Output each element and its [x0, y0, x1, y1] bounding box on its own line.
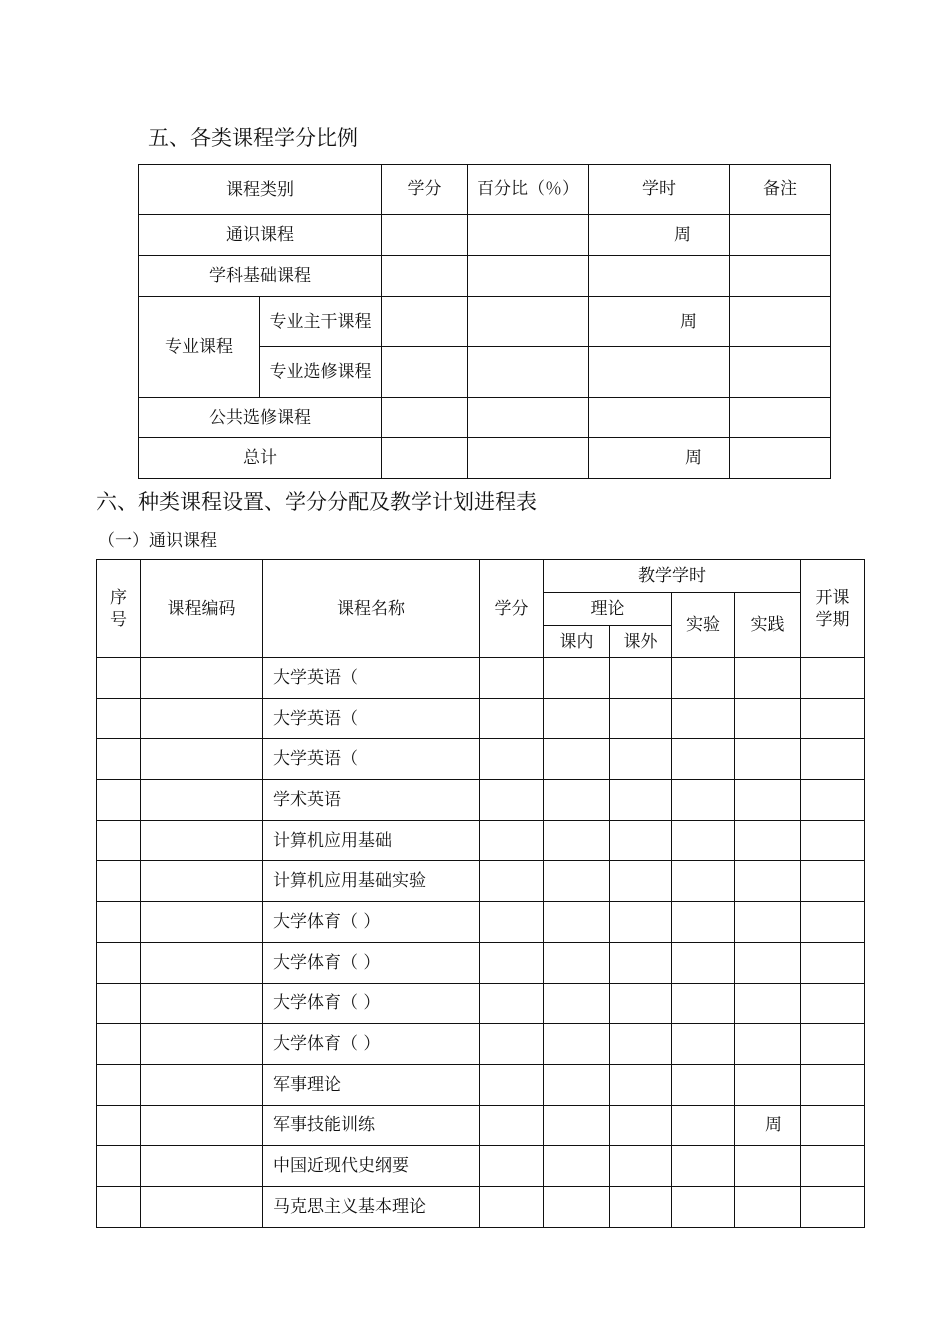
- out-class-hours-cell: [610, 1186, 672, 1227]
- experiment-hours-cell: [672, 1186, 735, 1227]
- out-class-hours-cell: [610, 1024, 672, 1065]
- semester-cell: [801, 739, 865, 780]
- practice-hours-cell: [735, 983, 801, 1024]
- course-code-cell: [141, 698, 263, 739]
- cell: [730, 398, 831, 438]
- course-code-cell: [141, 658, 263, 699]
- hours-week-cell: 周: [589, 297, 730, 347]
- course-code-cell: [141, 820, 263, 861]
- index-cell: [97, 902, 141, 943]
- experiment-hours-cell: [672, 861, 735, 902]
- table-row: [97, 739, 865, 780]
- header-experiment: 实验: [672, 593, 735, 658]
- experiment-hours-cell: [672, 902, 735, 943]
- out-class-hours-cell: [610, 1064, 672, 1105]
- course-code-cell: [141, 1186, 263, 1227]
- header-practice: 实践: [735, 593, 801, 658]
- header-semester: 开课学期: [801, 560, 865, 658]
- semester-cell: [801, 820, 865, 861]
- credits-cell: [480, 1064, 544, 1105]
- credits-cell: [480, 820, 544, 861]
- section-6-heading: 六、种类课程设置、学分分配及教学计划进程表: [96, 490, 537, 514]
- semester-cell: [801, 698, 865, 739]
- table-row: [97, 942, 865, 983]
- semester-cell: [801, 942, 865, 983]
- table-row: [97, 820, 865, 861]
- row-label-major-core: 专业主干课程: [260, 297, 382, 347]
- experiment-hours-cell: [672, 820, 735, 861]
- index-cell: [97, 820, 141, 861]
- header-course-category: 课程类别: [139, 165, 382, 215]
- table-row: [139, 256, 831, 297]
- course-name-cell: 大学英语（: [263, 658, 480, 699]
- header-index: 序号: [97, 560, 141, 658]
- experiment-hours-cell: [672, 983, 735, 1024]
- out-class-hours-cell: [610, 780, 672, 821]
- index-cell: [97, 942, 141, 983]
- experiment-hours-cell: [672, 739, 735, 780]
- index-cell: [97, 739, 141, 780]
- in-class-hours-cell: [544, 658, 610, 699]
- hours-week-cell: 周: [589, 215, 730, 256]
- practice-hours-cell: [735, 1064, 801, 1105]
- course-name-cell: 大学英语（: [263, 698, 480, 739]
- in-class-hours-cell: [544, 820, 610, 861]
- row-label-total: 总计: [139, 438, 382, 479]
- experiment-hours-cell: [672, 658, 735, 699]
- credits-cell: [480, 942, 544, 983]
- index-cell: [97, 1064, 141, 1105]
- table-header-row: [139, 165, 831, 215]
- table-row: [97, 1186, 865, 1227]
- section-5-heading: 五、各类课程学分比例: [148, 126, 358, 150]
- table-row: [139, 398, 831, 438]
- cell: [468, 398, 589, 438]
- cell: [468, 347, 589, 398]
- practice-hours-cell: 周: [735, 1105, 801, 1146]
- table-row: [97, 1146, 865, 1187]
- semester-cell: [801, 1105, 865, 1146]
- table-row: [97, 983, 865, 1024]
- semester-cell: [801, 983, 865, 1024]
- course-code-cell: [141, 983, 263, 1024]
- experiment-hours-cell: [672, 1146, 735, 1187]
- semester-cell: [801, 658, 865, 699]
- header-percentage: 百分比（％）: [468, 165, 589, 215]
- credits-cell: [480, 739, 544, 780]
- semester-cell: [801, 1146, 865, 1187]
- out-class-hours-cell: [610, 942, 672, 983]
- cell: [468, 256, 589, 297]
- index-cell: [97, 983, 141, 1024]
- course-code-cell: [141, 1064, 263, 1105]
- header-hours: 学时: [589, 165, 730, 215]
- experiment-hours-cell: [672, 942, 735, 983]
- credit-ratio-table: [138, 164, 831, 479]
- practice-hours-cell: [735, 861, 801, 902]
- course-code-cell: [141, 739, 263, 780]
- in-class-hours-cell: [544, 1146, 610, 1187]
- cell: [468, 438, 589, 479]
- header-out-class: 课外: [610, 626, 672, 658]
- practice-hours-cell: [735, 1146, 801, 1187]
- index-cell: [97, 1186, 141, 1227]
- course-code-cell: [141, 861, 263, 902]
- experiment-hours-cell: [672, 1024, 735, 1065]
- practice-hours-cell: [735, 658, 801, 699]
- out-class-hours-cell: [610, 983, 672, 1024]
- table-row: [97, 698, 865, 739]
- course-rows: [97, 658, 865, 1228]
- table-row: [97, 1024, 865, 1065]
- in-class-hours-cell: [544, 902, 610, 943]
- out-class-hours-cell: [610, 1105, 672, 1146]
- practice-hours-cell: [735, 942, 801, 983]
- practice-hours-cell: [735, 1024, 801, 1065]
- cell: [382, 398, 468, 438]
- index-cell: [97, 698, 141, 739]
- course-code-cell: [141, 942, 263, 983]
- credits-cell: [480, 1105, 544, 1146]
- course-code-cell: [141, 1024, 263, 1065]
- cell: [589, 256, 730, 297]
- semester-cell: [801, 861, 865, 902]
- experiment-hours-cell: [672, 698, 735, 739]
- credits-cell: [480, 780, 544, 821]
- index-cell: [97, 861, 141, 902]
- course-name-cell: 学术英语: [263, 780, 480, 821]
- in-class-hours-cell: [544, 983, 610, 1024]
- course-code-cell: [141, 780, 263, 821]
- hours-week-cell: 周: [589, 438, 730, 479]
- row-label-public-elective: 公共选修课程: [139, 398, 382, 438]
- practice-hours-cell: [735, 739, 801, 780]
- cell: [730, 256, 831, 297]
- row-label-general: 通识课程: [139, 215, 382, 256]
- out-class-hours-cell: [610, 1146, 672, 1187]
- row-label-basic: 学科基础课程: [139, 256, 382, 297]
- table-row: [139, 438, 831, 479]
- out-class-hours-cell: [610, 902, 672, 943]
- section-6-sub-heading: （一）通识课程: [98, 531, 217, 551]
- index-cell: [97, 658, 141, 699]
- in-class-hours-cell: [544, 1105, 610, 1146]
- index-cell: [97, 1146, 141, 1187]
- experiment-hours-cell: [672, 1105, 735, 1146]
- header-teaching-hours: 教学学时: [544, 560, 801, 593]
- in-class-hours-cell: [544, 1024, 610, 1065]
- course-name-cell: 中国近现代史纲要: [263, 1146, 480, 1187]
- credits-cell: [480, 1186, 544, 1227]
- practice-hours-cell: [735, 1186, 801, 1227]
- general-courses-table: [96, 559, 865, 1228]
- credits-cell: [480, 698, 544, 739]
- semester-cell: [801, 902, 865, 943]
- table-row: [97, 861, 865, 902]
- header-in-class: 课内: [544, 626, 610, 658]
- course-code-cell: [141, 902, 263, 943]
- table-row: [97, 780, 865, 821]
- credits-cell: [480, 1024, 544, 1065]
- in-class-hours-cell: [544, 698, 610, 739]
- table-row: [139, 297, 831, 347]
- row-label-major: 专业课程: [139, 297, 260, 398]
- practice-hours-cell: [735, 698, 801, 739]
- course-code-cell: [141, 1146, 263, 1187]
- out-class-hours-cell: [610, 820, 672, 861]
- in-class-hours-cell: [544, 739, 610, 780]
- course-name-cell: 大学英语（: [263, 739, 480, 780]
- out-class-hours-cell: [610, 658, 672, 699]
- cell: [468, 215, 589, 256]
- semester-cell: [801, 1024, 865, 1065]
- course-name-cell: 大学体育（ ）: [263, 902, 480, 943]
- semester-cell: [801, 780, 865, 821]
- cell: [468, 297, 589, 347]
- header-course-name: 课程名称: [263, 560, 480, 658]
- credits-cell: [480, 1146, 544, 1187]
- table-row: [97, 902, 865, 943]
- header-remarks: 备注: [730, 165, 831, 215]
- course-name-cell: 军事理论: [263, 1064, 480, 1105]
- cell: [589, 398, 730, 438]
- course-name-cell: 军事技能训练: [263, 1105, 480, 1146]
- semester-cell: [801, 1186, 865, 1227]
- cell: [730, 347, 831, 398]
- table-row: [97, 1105, 865, 1146]
- cell: [382, 347, 468, 398]
- cell: [382, 438, 468, 479]
- table-header-row: [97, 560, 865, 593]
- index-cell: [97, 1105, 141, 1146]
- course-name-cell: 大学体育（ ）: [263, 1024, 480, 1065]
- cell: [382, 256, 468, 297]
- course-name-cell: 马克思主义基本理论: [263, 1186, 480, 1227]
- cell: [730, 215, 831, 256]
- out-class-hours-cell: [610, 861, 672, 902]
- course-name-cell: 大学体育（ ）: [263, 983, 480, 1024]
- credits-cell: [480, 861, 544, 902]
- in-class-hours-cell: [544, 1064, 610, 1105]
- experiment-hours-cell: [672, 780, 735, 821]
- table-row: [97, 658, 865, 699]
- course-name-cell: 计算机应用基础: [263, 820, 480, 861]
- practice-hours-cell: [735, 820, 801, 861]
- header-credits: 学分: [382, 165, 468, 215]
- index-cell: [97, 780, 141, 821]
- credits-cell: [480, 658, 544, 699]
- cell: [382, 215, 468, 256]
- out-class-hours-cell: [610, 698, 672, 739]
- experiment-hours-cell: [672, 1064, 735, 1105]
- header-credits: 学分: [480, 560, 544, 658]
- cell: [382, 297, 468, 347]
- table-row: [139, 215, 831, 256]
- cell: [730, 438, 831, 479]
- row-label-major-elective: 专业选修课程: [260, 347, 382, 398]
- in-class-hours-cell: [544, 942, 610, 983]
- header-theory: 理论: [544, 593, 672, 626]
- table-row: [97, 1064, 865, 1105]
- in-class-hours-cell: [544, 1186, 610, 1227]
- cell: [589, 347, 730, 398]
- out-class-hours-cell: [610, 739, 672, 780]
- credits-cell: [480, 983, 544, 1024]
- credits-cell: [480, 902, 544, 943]
- course-code-cell: [141, 1105, 263, 1146]
- header-course-code: 课程编码: [141, 560, 263, 658]
- course-name-cell: 计算机应用基础实验: [263, 861, 480, 902]
- course-name-cell: 大学体育（ ）: [263, 942, 480, 983]
- practice-hours-cell: [735, 902, 801, 943]
- semester-cell: [801, 1064, 865, 1105]
- practice-hours-cell: [735, 780, 801, 821]
- cell: [730, 297, 831, 347]
- index-cell: [97, 1024, 141, 1065]
- in-class-hours-cell: [544, 780, 610, 821]
- in-class-hours-cell: [544, 861, 610, 902]
